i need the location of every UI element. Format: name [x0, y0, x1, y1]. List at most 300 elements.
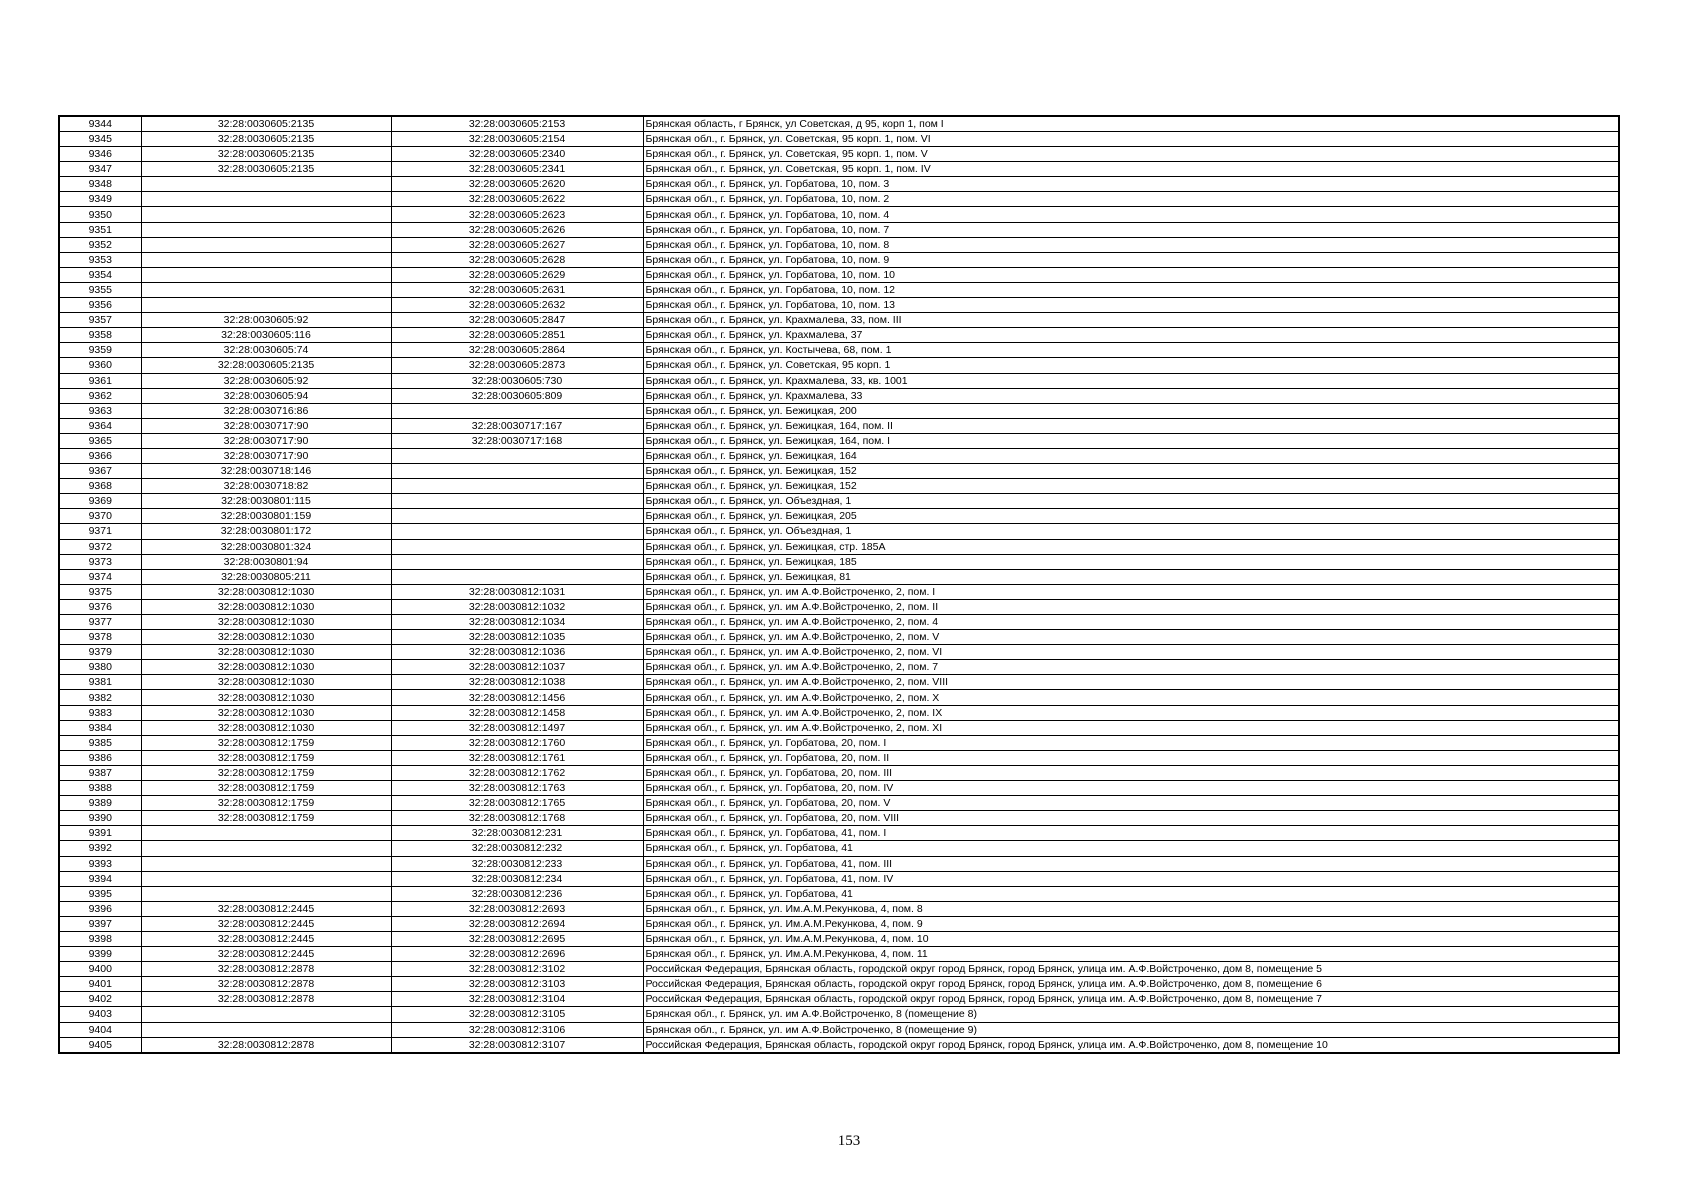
row-number-cell: 9367 [59, 464, 141, 479]
table-row [59, 901, 1619, 916]
address-cell: Брянская обл., г. Брянск, ул. Горбатова, 41, пом. I [643, 826, 1619, 841]
table-row [59, 826, 1619, 841]
table-row [59, 660, 1619, 675]
address-cell: Российская Федерация, Брянская область, городской округ город Брянск, город Брянск, улица им. А.Ф.Войстроченко, дом 8, помещение 10 [643, 1037, 1619, 1053]
cadastral-number-cell: 32:28:0030717:167 [391, 418, 643, 433]
cadastral-number-cell: 32:28:0030812:1762 [391, 765, 643, 780]
address-cell: Брянская обл., г. Брянск, ул. Им.А.М.Рекункова, 4, пом. 11 [643, 947, 1619, 962]
parent-cadastral-number-cell: 32:28:0030812:1759 [141, 796, 391, 811]
cadastral-number-cell: 32:28:0030812:1760 [391, 735, 643, 750]
parent-cadastral-number-cell: 32:28:0030812:1030 [141, 584, 391, 599]
parent-cadastral-number-cell [141, 282, 391, 297]
cadastral-number-cell [391, 464, 643, 479]
address-cell: Брянская обл., г. Брянск, ул. Горбатова, 10, пом. 8 [643, 237, 1619, 252]
parent-cadastral-number-cell: 32:28:0030812:2445 [141, 931, 391, 946]
row-number-cell: 9403 [59, 1007, 141, 1022]
parent-cadastral-number-cell: 32:28:0030605:2135 [141, 132, 391, 147]
address-cell: Брянская область, г Брянск, ул Советская, д 95, корп 1, пом I [643, 116, 1619, 132]
cadastral-number-cell: 32:28:0030812:1032 [391, 599, 643, 614]
parent-cadastral-number-cell [141, 1022, 391, 1037]
cadastral-number-cell: 32:28:0030605:2628 [391, 252, 643, 267]
parent-cadastral-number-cell: 32:28:0030812:2878 [141, 962, 391, 977]
cadastral-number-cell: 32:28:0030812:1038 [391, 675, 643, 690]
cadastral-number-cell: 32:28:0030605:2623 [391, 207, 643, 222]
address-cell: Брянская обл., г. Брянск, ул. Горбатова, 10, пом. 13 [643, 298, 1619, 313]
table-row [59, 192, 1619, 207]
parent-cadastral-number-cell: 32:28:0030605:2135 [141, 358, 391, 373]
cadastral-number-cell: 32:28:0030605:2851 [391, 328, 643, 343]
parent-cadastral-number-cell: 32:28:0030812:1030 [141, 690, 391, 705]
parent-cadastral-number-cell: 32:28:0030812:1759 [141, 750, 391, 765]
address-cell: Брянская обл., г. Брянск, ул. Горбатова, 41 [643, 841, 1619, 856]
address-cell: Брянская обл., г. Брянск, ул. Горбатова, 20, пом. IV [643, 781, 1619, 796]
cadastral-number-cell: 32:28:0030812:1035 [391, 630, 643, 645]
address-cell: Брянская обл., г. Брянск, ул. Бежицкая, 200 [643, 403, 1619, 418]
cadastral-number-cell: 32:28:0030605:2847 [391, 313, 643, 328]
row-number-cell: 9396 [59, 901, 141, 916]
cadastral-number-cell: 32:28:0030605:2632 [391, 298, 643, 313]
cadastral-number-cell: 32:28:0030605:2631 [391, 282, 643, 297]
row-number-cell: 9404 [59, 1022, 141, 1037]
table-row [59, 750, 1619, 765]
table-row [59, 358, 1619, 373]
cadastral-number-cell: 32:28:0030605:2153 [391, 116, 643, 132]
row-number-cell: 9344 [59, 116, 141, 132]
parent-cadastral-number-cell: 32:28:0030801:172 [141, 524, 391, 539]
row-number-cell: 9393 [59, 856, 141, 871]
row-number-cell: 9389 [59, 796, 141, 811]
table-row [59, 1022, 1619, 1037]
cadastral-number-cell: 32:28:0030812:3102 [391, 962, 643, 977]
address-cell: Брянская обл., г. Брянск, ул. Горбатова, 41, пом. IV [643, 871, 1619, 886]
cadastral-number-cell [391, 494, 643, 509]
parent-cadastral-number-cell [141, 871, 391, 886]
address-cell: Российская Федерация, Брянская область, городской округ город Брянск, город Брянск, улица им. А.Ф.Войстроченко, дом 8, помещение 7 [643, 992, 1619, 1007]
address-cell: Брянская обл., г. Брянск, ул. им А.Ф.Войстроченко, 2, пом. VIII [643, 675, 1619, 690]
cadastral-number-cell: 32:28:0030812:1497 [391, 720, 643, 735]
cadastral-number-cell: 32:28:0030812:2696 [391, 947, 643, 962]
row-number-cell: 9357 [59, 313, 141, 328]
table-row [59, 418, 1619, 433]
cadastral-number-cell: 32:28:0030812:1031 [391, 584, 643, 599]
row-number-cell: 9348 [59, 177, 141, 192]
parent-cadastral-number-cell: 32:28:0030718:82 [141, 479, 391, 494]
cadastral-number-cell: 32:28:0030812:2694 [391, 916, 643, 931]
cadastral-number-cell: 32:28:0030812:1765 [391, 796, 643, 811]
row-number-cell: 9360 [59, 358, 141, 373]
parent-cadastral-number-cell: 32:28:0030812:1759 [141, 811, 391, 826]
parent-cadastral-number-cell: 32:28:0030812:2878 [141, 977, 391, 992]
row-number-cell: 9390 [59, 811, 141, 826]
parent-cadastral-number-cell: 32:28:0030717:90 [141, 433, 391, 448]
parent-cadastral-number-cell: 32:28:0030812:1759 [141, 735, 391, 750]
table-row [59, 448, 1619, 463]
cadastral-number-cell: 32:28:0030605:809 [391, 388, 643, 403]
row-number-cell: 9398 [59, 931, 141, 946]
row-number-cell: 9345 [59, 132, 141, 147]
parent-cadastral-number-cell: 32:28:0030812:2878 [141, 1037, 391, 1053]
table-row [59, 630, 1619, 645]
address-cell: Брянская обл., г. Брянск, ул. Бежицкая, 152 [643, 479, 1619, 494]
table-row [59, 735, 1619, 750]
parent-cadastral-number-cell: 32:28:0030812:2445 [141, 947, 391, 962]
table-row [59, 343, 1619, 358]
parent-cadastral-number-cell [141, 177, 391, 192]
table-row [59, 328, 1619, 343]
table-row [59, 765, 1619, 780]
table-row [59, 162, 1619, 177]
parent-cadastral-number-cell: 32:28:0030805:211 [141, 569, 391, 584]
address-cell: Брянская обл., г. Брянск, ул. им А.Ф.Войстроченко, 8 (помещение 9) [643, 1022, 1619, 1037]
table-row [59, 871, 1619, 886]
cadastral-number-cell: 32:28:0030812:236 [391, 886, 643, 901]
cadastral-number-cell: 32:28:0030812:1034 [391, 615, 643, 630]
table-row [59, 554, 1619, 569]
row-number-cell: 9378 [59, 630, 141, 645]
row-number-cell: 9391 [59, 826, 141, 841]
parent-cadastral-number-cell: 32:28:0030801:159 [141, 509, 391, 524]
parent-cadastral-number-cell: 32:28:0030812:2445 [141, 916, 391, 931]
parent-cadastral-number-cell: 32:28:0030812:1030 [141, 599, 391, 614]
cadastral-number-cell: 32:28:0030812:3103 [391, 977, 643, 992]
table-row [59, 177, 1619, 192]
row-number-cell: 9372 [59, 539, 141, 554]
address-cell: Брянская обл., г. Брянск, ул. Советская, 95 корп. 1, пом. IV [643, 162, 1619, 177]
table-row [59, 1007, 1619, 1022]
address-cell: Российская Федерация, Брянская область, городской округ город Брянск, город Брянск, улица им. А.Ф.Войстроченко, дом 8, помещение 6 [643, 977, 1619, 992]
table-row [59, 313, 1619, 328]
cadastral-number-cell: 32:28:0030812:234 [391, 871, 643, 886]
row-number-cell: 9346 [59, 147, 141, 162]
address-cell: Брянская обл., г. Брянск, ул. Советская, 95 корп. 1, пом. V [643, 147, 1619, 162]
row-number-cell: 9383 [59, 705, 141, 720]
row-number-cell: 9351 [59, 222, 141, 237]
table-body [59, 116, 1619, 1053]
parent-cadastral-number-cell [141, 856, 391, 871]
row-number-cell: 9364 [59, 418, 141, 433]
parent-cadastral-number-cell: 32:28:0030605:94 [141, 388, 391, 403]
table-row [59, 705, 1619, 720]
cadastral-number-cell: 32:28:0030812:3107 [391, 1037, 643, 1053]
parent-cadastral-number-cell: 32:28:0030812:2445 [141, 901, 391, 916]
cadastral-number-cell: 32:28:0030812:3105 [391, 1007, 643, 1022]
cadastral-number-cell: 32:28:0030605:2154 [391, 132, 643, 147]
parent-cadastral-number-cell: 32:28:0030812:1759 [141, 781, 391, 796]
parent-cadastral-number-cell [141, 841, 391, 856]
address-cell: Брянская обл., г. Брянск, ул. Объездная, 1 [643, 494, 1619, 509]
parent-cadastral-number-cell: 32:28:0030812:1030 [141, 675, 391, 690]
table-row [59, 841, 1619, 856]
cadastral-number-cell: 32:28:0030812:3106 [391, 1022, 643, 1037]
cadastral-number-cell [391, 479, 643, 494]
table-row [59, 856, 1619, 871]
row-number-cell: 9386 [59, 750, 141, 765]
cadastral-number-cell: 32:28:0030812:1763 [391, 781, 643, 796]
table-row [59, 479, 1619, 494]
table-row [59, 539, 1619, 554]
cadastral-number-cell [391, 403, 643, 418]
address-cell: Брянская обл., г. Брянск, ул. Бежицкая, 164, пом. I [643, 433, 1619, 448]
address-cell: Брянская обл., г. Брянск, ул. Горбатова, 20, пом. VIII [643, 811, 1619, 826]
cadastral-number-cell: 32:28:0030812:233 [391, 856, 643, 871]
parent-cadastral-number-cell [141, 298, 391, 313]
row-number-cell: 9379 [59, 645, 141, 660]
address-cell: Брянская обл., г. Брянск, ул. Бежицкая, 152 [643, 464, 1619, 479]
parent-cadastral-number-cell [141, 886, 391, 901]
table-row [59, 886, 1619, 901]
cadastral-number-cell [391, 524, 643, 539]
address-cell: Брянская обл., г. Брянск, ул. Бежицкая, 81 [643, 569, 1619, 584]
table-row [59, 509, 1619, 524]
table-row [59, 811, 1619, 826]
address-cell: Брянская обл., г. Брянск, ул. Горбатова, 20, пом. V [643, 796, 1619, 811]
address-cell: Брянская обл., г. Брянск, ул. им А.Ф.Войстроченко, 2, пом. IX [643, 705, 1619, 720]
row-number-cell: 9399 [59, 947, 141, 962]
address-cell: Брянская обл., г. Брянск, ул. Горбатова, 41 [643, 886, 1619, 901]
table-row [59, 796, 1619, 811]
address-cell: Брянская обл., г. Брянск, ул. Горбатова, 10, пом. 12 [643, 282, 1619, 297]
row-number-cell: 9401 [59, 977, 141, 992]
row-number-cell: 9354 [59, 267, 141, 282]
table-row [59, 373, 1619, 388]
table-row [59, 433, 1619, 448]
cadastral-number-cell: 32:28:0030605:2620 [391, 177, 643, 192]
address-cell: Брянская обл., г. Брянск, ул. Бежицкая, 205 [643, 509, 1619, 524]
parent-cadastral-number-cell: 32:28:0030605:2135 [141, 116, 391, 132]
address-cell: Брянская обл., г. Брянск, ул. им А.Ф.Войстроченко, 2, пом. I [643, 584, 1619, 599]
table-row [59, 237, 1619, 252]
address-cell: Брянская обл., г. Брянск, ул. Крахмалева, 33, пом. III [643, 313, 1619, 328]
row-number-cell: 9347 [59, 162, 141, 177]
row-number-cell: 9377 [59, 615, 141, 630]
row-number-cell: 9380 [59, 660, 141, 675]
row-number-cell: 9356 [59, 298, 141, 313]
cadastral-number-cell: 32:28:0030812:2693 [391, 901, 643, 916]
parent-cadastral-number-cell: 32:28:0030801:324 [141, 539, 391, 554]
cadastral-number-cell [391, 509, 643, 524]
parent-cadastral-number-cell [141, 252, 391, 267]
parent-cadastral-number-cell [141, 1007, 391, 1022]
table-row [59, 781, 1619, 796]
parent-cadastral-number-cell: 32:28:0030812:1030 [141, 660, 391, 675]
cadastral-number-cell [391, 569, 643, 584]
parent-cadastral-number-cell [141, 207, 391, 222]
address-cell: Брянская обл., г. Брянск, ул. Горбатова, 10, пом. 4 [643, 207, 1619, 222]
table-row [59, 992, 1619, 1007]
table-row [59, 147, 1619, 162]
address-cell: Брянская обл., г. Брянск, ул. Им.А.М.Рекункова, 4, пом. 10 [643, 931, 1619, 946]
row-number-cell: 9394 [59, 871, 141, 886]
parent-cadastral-number-cell: 32:28:0030812:1030 [141, 645, 391, 660]
row-number-cell: 9359 [59, 343, 141, 358]
table-row [59, 116, 1619, 132]
row-number-cell: 9352 [59, 237, 141, 252]
parent-cadastral-number-cell: 32:28:0030605:2135 [141, 147, 391, 162]
parent-cadastral-number-cell [141, 267, 391, 282]
row-number-cell: 9374 [59, 569, 141, 584]
address-cell: Брянская обл., г. Брянск, ул. им А.Ф.Войстроченко, 8 (помещение 8) [643, 1007, 1619, 1022]
table-row [59, 962, 1619, 977]
parent-cadastral-number-cell: 32:28:0030605:92 [141, 373, 391, 388]
row-number-cell: 9353 [59, 252, 141, 267]
address-cell: Брянская обл., г. Брянск, ул. Горбатова, 10, пом. 10 [643, 267, 1619, 282]
table-row [59, 569, 1619, 584]
row-number-cell: 9373 [59, 554, 141, 569]
address-cell: Брянская обл., г. Брянск, ул. Горбатова, 20, пом. II [643, 750, 1619, 765]
address-cell: Брянская обл., г. Брянск, ул. Им.А.М.Рекункова, 4, пом. 8 [643, 901, 1619, 916]
address-cell: Брянская обл., г. Брянск, ул. им А.Ф.Войстроченко, 2, пом. II [643, 599, 1619, 614]
parent-cadastral-number-cell [141, 222, 391, 237]
parent-cadastral-number-cell: 32:28:0030812:1030 [141, 705, 391, 720]
address-cell: Брянская обл., г. Брянск, ул. им А.Ф.Войстроченко, 2, пом. VI [643, 645, 1619, 660]
table-row [59, 388, 1619, 403]
table-row [59, 222, 1619, 237]
address-cell: Российская Федерация, Брянская область, городской округ город Брянск, город Брянск, улица им. А.Ф.Войстроченко, дом 8, помещение 5 [643, 962, 1619, 977]
table-row [59, 252, 1619, 267]
parent-cadastral-number-cell: 32:28:0030801:94 [141, 554, 391, 569]
table-row [59, 282, 1619, 297]
cadastral-registry-table [58, 115, 1620, 1054]
address-cell: Брянская обл., г. Брянск, ул. Советская, 95 корп. 1, пом. VI [643, 132, 1619, 147]
table-row [59, 916, 1619, 931]
row-number-cell: 9376 [59, 599, 141, 614]
cadastral-number-cell: 32:28:0030812:1036 [391, 645, 643, 660]
row-number-cell: 9385 [59, 735, 141, 750]
row-number-cell: 9366 [59, 448, 141, 463]
cadastral-number-cell [391, 539, 643, 554]
row-number-cell: 9369 [59, 494, 141, 509]
parent-cadastral-number-cell: 32:28:0030801:115 [141, 494, 391, 509]
row-number-cell: 9384 [59, 720, 141, 735]
address-cell: Брянская обл., г. Брянск, ул. им А.Ф.Войстроченко, 2, пом. 7 [643, 660, 1619, 675]
row-number-cell: 9361 [59, 373, 141, 388]
parent-cadastral-number-cell: 32:28:0030716:86 [141, 403, 391, 418]
row-number-cell: 9382 [59, 690, 141, 705]
cadastral-number-cell: 32:28:0030812:1768 [391, 811, 643, 826]
cadastral-number-cell: 32:28:0030605:2341 [391, 162, 643, 177]
row-number-cell: 9365 [59, 433, 141, 448]
address-cell: Брянская обл., г. Брянск, ул. Бежицкая, 164 [643, 448, 1619, 463]
cadastral-number-cell [391, 448, 643, 463]
parent-cadastral-number-cell: 32:28:0030812:1030 [141, 615, 391, 630]
address-cell: Брянская обл., г. Брянск, ул. Костычева, 68, пом. 1 [643, 343, 1619, 358]
parent-cadastral-number-cell: 32:28:0030812:1030 [141, 630, 391, 645]
cadastral-number-cell: 32:28:0030812:1037 [391, 660, 643, 675]
table-row [59, 977, 1619, 992]
table-row [59, 645, 1619, 660]
table-row [59, 403, 1619, 418]
cadastral-number-cell: 32:28:0030812:1458 [391, 705, 643, 720]
cadastral-number-cell: 32:28:0030812:3104 [391, 992, 643, 1007]
row-number-cell: 9397 [59, 916, 141, 931]
row-number-cell: 9350 [59, 207, 141, 222]
address-cell: Брянская обл., г. Брянск, ул. Горбатова, 10, пом. 7 [643, 222, 1619, 237]
parent-cadastral-number-cell [141, 192, 391, 207]
address-cell: Брянская обл., г. Брянск, ул. им А.Ф.Войстроченко, 2, пом. XI [643, 720, 1619, 735]
parent-cadastral-number-cell: 32:28:0030812:1759 [141, 765, 391, 780]
parent-cadastral-number-cell: 32:28:0030605:92 [141, 313, 391, 328]
parent-cadastral-number-cell: 32:28:0030605:74 [141, 343, 391, 358]
cadastral-number-cell: 32:28:0030605:2873 [391, 358, 643, 373]
row-number-cell: 9381 [59, 675, 141, 690]
cadastral-number-cell: 32:28:0030605:2629 [391, 267, 643, 282]
address-cell: Брянская обл., г. Брянск, ул. Крахмалева, 37 [643, 328, 1619, 343]
address-cell: Брянская обл., г. Брянск, ул. Бежицкая, стр. 185А [643, 539, 1619, 554]
address-cell: Брянская обл., г. Брянск, ул. им А.Ф.Войстроченко, 2, пом. 4 [643, 615, 1619, 630]
row-number-cell: 9400 [59, 962, 141, 977]
cadastral-number-cell: 32:28:0030605:2627 [391, 237, 643, 252]
address-cell: Брянская обл., г. Брянск, ул. Горбатова, 10, пом. 3 [643, 177, 1619, 192]
table-row [59, 599, 1619, 614]
cadastral-number-cell: 32:28:0030605:2622 [391, 192, 643, 207]
table-row [59, 494, 1619, 509]
address-cell: Брянская обл., г. Брянск, ул. им А.Ф.Войстроченко, 2, пом. V [643, 630, 1619, 645]
address-cell: Брянская обл., г. Брянск, ул. Объездная, 1 [643, 524, 1619, 539]
row-number-cell: 9368 [59, 479, 141, 494]
cadastral-number-cell: 32:28:0030812:231 [391, 826, 643, 841]
parent-cadastral-number-cell: 32:28:0030717:90 [141, 418, 391, 433]
cadastral-number-cell: 32:28:0030717:168 [391, 433, 643, 448]
cadastral-number-cell [391, 554, 643, 569]
parent-cadastral-number-cell: 32:28:0030812:2878 [141, 992, 391, 1007]
table-row [59, 524, 1619, 539]
row-number-cell: 9370 [59, 509, 141, 524]
address-cell: Брянская обл., г. Брянск, ул. Бежицкая, 164, пом. II [643, 418, 1619, 433]
row-number-cell: 9392 [59, 841, 141, 856]
address-cell: Брянская обл., г. Брянск, ул. Горбатова, 20, пом. III [643, 765, 1619, 780]
parent-cadastral-number-cell: 32:28:0030605:2135 [141, 162, 391, 177]
address-cell: Брянская обл., г. Брянск, ул. Горбатова, 41, пом. III [643, 856, 1619, 871]
address-cell: Брянская обл., г. Брянск, ул. Им.А.М.Рекункова, 4, пом. 9 [643, 916, 1619, 931]
table-row [59, 267, 1619, 282]
table-row [59, 615, 1619, 630]
cadastral-number-cell: 32:28:0030605:730 [391, 373, 643, 388]
address-cell: Брянская обл., г. Брянск, ул. Крахмалева, 33 [643, 388, 1619, 403]
table-row [59, 690, 1619, 705]
table-row [59, 207, 1619, 222]
address-cell: Брянская обл., г. Брянск, ул. Горбатова, 10, пом. 2 [643, 192, 1619, 207]
address-cell: Брянская обл., г. Брянск, ул. Горбатова, 20, пом. I [643, 735, 1619, 750]
row-number-cell: 9402 [59, 992, 141, 1007]
row-number-cell: 9371 [59, 524, 141, 539]
cadastral-number-cell: 32:28:0030812:232 [391, 841, 643, 856]
row-number-cell: 9387 [59, 765, 141, 780]
table-row [59, 298, 1619, 313]
address-cell: Брянская обл., г. Брянск, ул. Советская, 95 корп. 1 [643, 358, 1619, 373]
cadastral-number-cell: 32:28:0030812:1456 [391, 690, 643, 705]
row-number-cell: 9363 [59, 403, 141, 418]
table-row [59, 132, 1619, 147]
row-number-cell: 9358 [59, 328, 141, 343]
parent-cadastral-number-cell: 32:28:0030605:116 [141, 328, 391, 343]
table-row [59, 675, 1619, 690]
parent-cadastral-number-cell: 32:28:0030812:1030 [141, 720, 391, 735]
row-number-cell: 9349 [59, 192, 141, 207]
cadastral-number-cell: 32:28:0030605:2626 [391, 222, 643, 237]
parent-cadastral-number-cell [141, 237, 391, 252]
table-row [59, 584, 1619, 599]
address-cell: Брянская обл., г. Брянск, ул. Крахмалева, 33, кв. 1001 [643, 373, 1619, 388]
cadastral-number-cell: 32:28:0030605:2340 [391, 147, 643, 162]
parent-cadastral-number-cell: 32:28:0030718:146 [141, 464, 391, 479]
address-cell: Брянская обл., г. Брянск, ул. им А.Ф.Войстроченко, 2, пом. X [643, 690, 1619, 705]
row-number-cell: 9375 [59, 584, 141, 599]
parent-cadastral-number-cell [141, 826, 391, 841]
table-row [59, 931, 1619, 946]
address-cell: Брянская обл., г. Брянск, ул. Горбатова, 10, пом. 9 [643, 252, 1619, 267]
address-cell: Брянская обл., г. Брянск, ул. Бежицкая, 185 [643, 554, 1619, 569]
row-number-cell: 9355 [59, 282, 141, 297]
